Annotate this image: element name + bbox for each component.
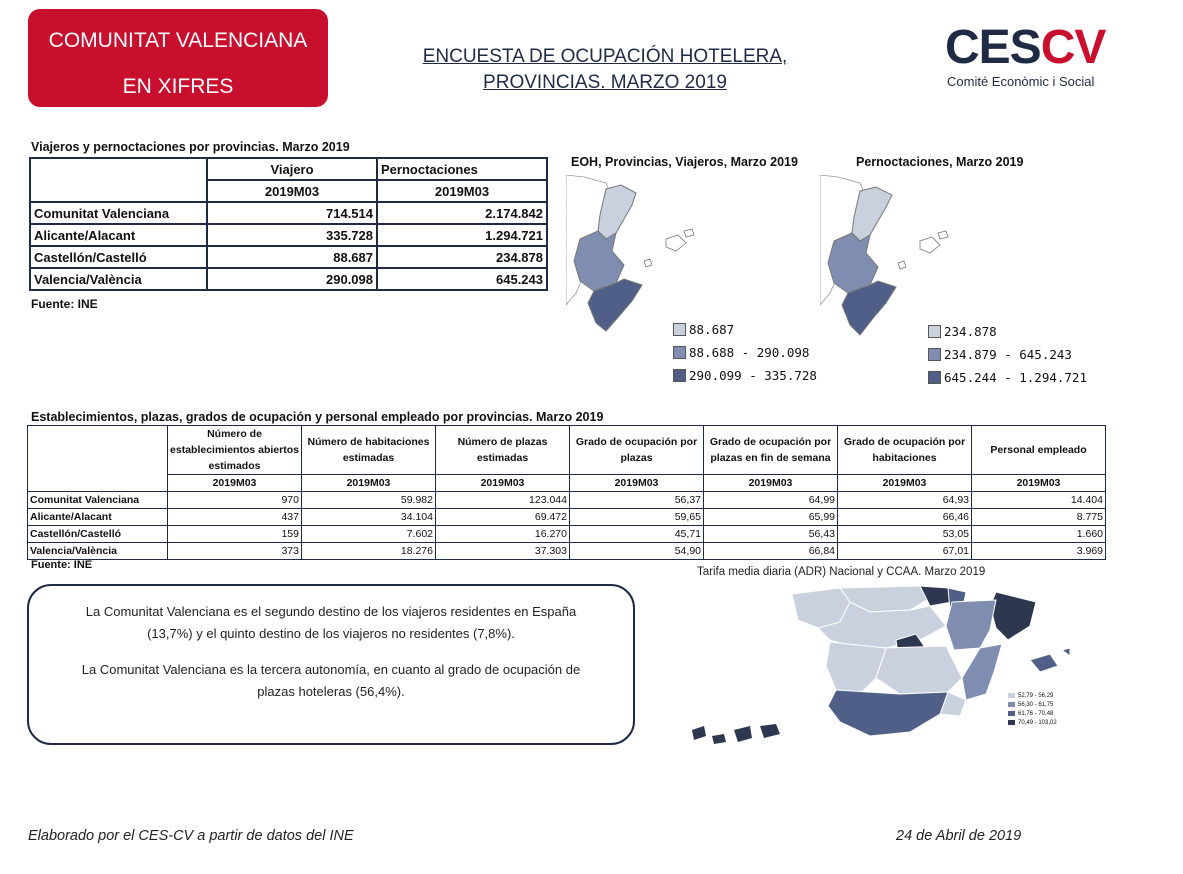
- cell: 123.044: [436, 492, 570, 509]
- table1-period: 2019M03: [377, 180, 547, 202]
- viajeros-province-map: [566, 175, 696, 335]
- table2-period: 2019M03: [436, 475, 570, 492]
- viajeros-value: 88.687: [207, 246, 377, 268]
- page-title: [405, 44, 805, 96]
- cell: 66,84: [704, 543, 838, 560]
- table2-period: 2019M03: [704, 475, 838, 492]
- table2-header: Grado de ocupación por plazas: [570, 426, 704, 475]
- spain-map-caption: Tarifa media diaria (ADR) Nacional y CCAA. Marzo 2019: [697, 566, 986, 578]
- logo-wordmark: CESCV: [945, 21, 1106, 74]
- cell: 16.270: [436, 526, 570, 543]
- legend-item: 234.878: [928, 320, 1087, 343]
- cell: 3.969: [972, 543, 1106, 560]
- note-line: plazas hoteleras (56,4%).: [257, 684, 405, 699]
- cescv-logo: [945, 22, 1115, 92]
- pernoctaciones-value: 234.878: [377, 246, 547, 268]
- pernoctaciones-province-map: [820, 175, 950, 340]
- travelers-table: [29, 157, 548, 291]
- cell: 56,37: [570, 492, 704, 509]
- map-islands: [898, 231, 948, 269]
- table-row: [28, 509, 1106, 526]
- cell: 18.276: [302, 543, 436, 560]
- cell: 65,99: [704, 509, 838, 526]
- viajeros-value: 335.728: [207, 224, 377, 246]
- cell: 373: [168, 543, 302, 560]
- table2-period: 2019M03: [302, 475, 436, 492]
- establishments-table: [27, 425, 1106, 560]
- cell: 159: [168, 526, 302, 543]
- table-row: [30, 202, 547, 224]
- cell: 7.602: [302, 526, 436, 543]
- cell: 14.404: [972, 492, 1106, 509]
- page-title-line-1: ENCUESTA DE OCUPACIÓN HOTELERA,: [422, 46, 788, 67]
- table2-period: 2019M03: [838, 475, 972, 492]
- legend-item: 61,76 - 70,48: [1008, 709, 1057, 718]
- legend-item: 234.879 - 645.243: [928, 343, 1087, 366]
- spain-adr-map: [690, 582, 1070, 757]
- legend-item: 88.687: [673, 318, 817, 341]
- legend-item: 56,30 - 61,75: [1008, 700, 1057, 709]
- map1-legend: [673, 318, 817, 387]
- table2-period: 2019M03: [972, 475, 1106, 492]
- note-line: La Comunitat Valenciana es el segundo destino de los viajeros residentes en España: [85, 604, 577, 619]
- cell: 59.982: [302, 492, 436, 509]
- row-label: Alicante/Alacant: [30, 224, 207, 246]
- badge-line-2: EN XIFRES: [122, 75, 234, 98]
- map-region-balearic: [1030, 648, 1070, 672]
- table1-source: Fuente: INE: [31, 297, 98, 311]
- table2-header: Número de plazas estimadas: [436, 426, 570, 475]
- row-label: Valencia/València: [30, 268, 207, 290]
- pernoctaciones-value: 1.294.721: [377, 224, 547, 246]
- table2-period: 2019M03: [570, 475, 704, 492]
- legend-item: 88.688 - 290.098: [673, 341, 817, 364]
- cell: 56,43: [704, 526, 838, 543]
- logo-subtitle: Comité Econòmic i Social: [947, 74, 1095, 89]
- badge-line-1: COMUNITAT VALENCIANA: [48, 29, 308, 52]
- cell: 59,65: [570, 509, 704, 526]
- table2-header: Número de establecimientos abiertos estimados: [168, 426, 302, 475]
- cell: 69.472: [436, 509, 570, 526]
- row-label: Comunitat Valenciana: [28, 492, 168, 509]
- map-region-canary: [692, 724, 780, 744]
- legend-item: 645.244 - 1.294.721: [928, 366, 1087, 389]
- map1-caption: EOH, Provincias, Viajeros, Marzo 2019: [571, 155, 798, 169]
- table1-caption: Viajeros y pernoctaciones por provincias. Marzo 2019: [31, 140, 350, 154]
- table1-header-viajero: Viajero: [207, 158, 377, 180]
- table-row: [28, 492, 1106, 509]
- table2-corner: [28, 426, 168, 492]
- cell: 66,46: [838, 509, 972, 526]
- pernoctaciones-value: 2.174.842: [377, 202, 547, 224]
- table1-corner: [30, 158, 207, 202]
- map-region-andalusia: [828, 690, 948, 736]
- table-row: [28, 526, 1106, 543]
- table1-header-pernoctaciones: Pernoctaciones: [377, 158, 547, 180]
- highlight-note: [27, 584, 635, 745]
- spain-map-legend: [1008, 691, 1057, 727]
- note-line: (13,7%) y el quinto destino de los viajeros no residentes (7,8%).: [147, 626, 515, 641]
- region-badge: [28, 9, 328, 107]
- table2-source: Fuente: INE: [31, 559, 93, 571]
- page-title-line-2: PROVINCIAS. MARZO 2019: [483, 72, 727, 93]
- cell: 34.104: [302, 509, 436, 526]
- table2-header: Grado de ocupación por plazas en fin de semana: [704, 426, 838, 475]
- cell: 64,99: [704, 492, 838, 509]
- cell: 53,05: [838, 526, 972, 543]
- table-row: [30, 224, 547, 246]
- map-region-aragon: [946, 600, 996, 650]
- cell: 8.775: [972, 509, 1106, 526]
- row-label: Castellón/Castelló: [28, 526, 168, 543]
- viajeros-value: 290.098: [207, 268, 377, 290]
- table1-period: 2019M03: [207, 180, 377, 202]
- map-region-valencia: [574, 231, 624, 291]
- note-line: La Comunitat Valenciana es la tercera autonomía, en cuanto al grado de ocupación de: [81, 662, 581, 677]
- map-region-catalonia: [990, 592, 1036, 640]
- cell: 37.303: [436, 543, 570, 560]
- cell: 970: [168, 492, 302, 509]
- footer-date: 24 de Abril de 2019: [896, 828, 1022, 844]
- map-region-extremadura: [826, 642, 886, 694]
- table-row: [30, 268, 547, 290]
- cell: 1.660: [972, 526, 1106, 543]
- viajeros-value: 714.514: [207, 202, 377, 224]
- row-label: Alicante/Alacant: [28, 509, 168, 526]
- legend-item: 52,79 - 56,29: [1008, 691, 1057, 700]
- map-islands: [644, 229, 694, 267]
- table2-caption: Establecimientos, plazas, grados de ocupación y personal empleado por provincias. Marzo 2019: [31, 410, 604, 424]
- table2-header: Personal empleado: [972, 426, 1106, 475]
- table2-header: Número de habitaciones estimadas: [302, 426, 436, 475]
- map-region-valencia: [962, 644, 1002, 700]
- row-label: Valencia/València: [28, 543, 168, 560]
- cell: 64,93: [838, 492, 972, 509]
- table2-header: Grado de ocupación por habitaciones: [838, 426, 972, 475]
- map-region-basque: [920, 586, 952, 606]
- map-region-valencia: [828, 233, 878, 293]
- table2-period: 2019M03: [168, 475, 302, 492]
- legend-item: 70,49 - 103,02: [1008, 718, 1057, 727]
- row-label: Comunitat Valenciana: [30, 202, 207, 224]
- cell: 45,71: [570, 526, 704, 543]
- cell: 67,01: [838, 543, 972, 560]
- map-region-castilla-mancha: [876, 646, 962, 694]
- table-row: [28, 543, 1106, 560]
- map2-caption: Pernoctaciones, Marzo 2019: [856, 155, 1024, 169]
- footer-credit: Elaborado por el CES-CV a partir de datos del INE: [28, 828, 354, 844]
- map2-legend: [928, 320, 1087, 389]
- row-label: Castellón/Castelló: [30, 246, 207, 268]
- cell: 54,90: [570, 543, 704, 560]
- legend-item: 290.099 - 335.728: [673, 364, 817, 387]
- cell: 437: [168, 509, 302, 526]
- table-row: [30, 246, 547, 268]
- pernoctaciones-value: 645.243: [377, 268, 547, 290]
